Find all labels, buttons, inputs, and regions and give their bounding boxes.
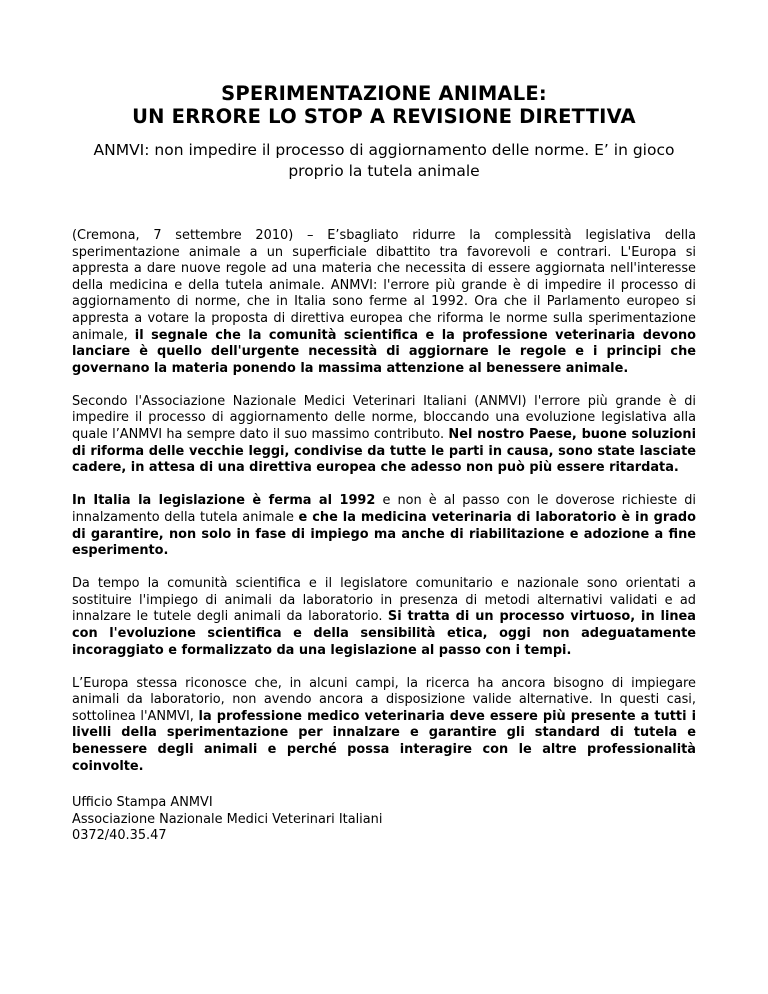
paragraph-5	[72, 676, 696, 776]
page-title	[72, 82, 696, 128]
paragraph-2-text: Secondo l'Associazione Nazionale Medici Veterinari Italiani (ANMVI) l'errore più grande è di impedire il processo di aggiornamento delle norme, bloccando una evoluzione legislativa alla quale l’ANMVI ha sempre dato il suo massimo contributo.	[72, 393, 696, 443]
paragraph-4	[72, 576, 696, 659]
paragraph-3	[72, 493, 696, 559]
paragraph-3-emphasis-lead: In Italia la legislazione è ferma al 1992	[72, 493, 376, 509]
paragraph-1-text: (Cremona, 7 settembre 2010) – E’sbagliato ridurre la complessità legislativa della sperimentazione animale a un superficiale dibattito tra favorevoli e contrari. L'Europa si appresta a dare nuove regole ad una materia che necessita di essere aggiornata nell'interesse della medicina e della tutela animale. ANMVI: l'errore più grande è di impedire il processo di aggiornamento di norme, che in Italia sono ferme al 1992. Ora che il Parlamento europeo si appresta a votare la proposta di direttiva europea che riforma le norme sulla sperimentazione animale,	[72, 228, 696, 343]
paragraph-5-emphasis: la professione medico veterinaria deve essere più presente a tutti i livelli della sperimentazione per innalzare e garantire gli standard di tutela e benessere degli animali e perché possa interagire con le altre professionalità coinvolte.	[72, 708, 696, 774]
paragraph-1	[72, 228, 696, 377]
paragraph-3-emphasis: e che la medicina veterinaria di laboratorio è in grado di garantire, non solo in fase di impiego ma anche di riabilitazione e adozione a fine esperimento.	[72, 509, 696, 559]
paragraph-2	[72, 394, 696, 477]
signature-phone: 0372/40.35.47	[72, 828, 167, 844]
signature-association: Associazione Nazionale Medici Veterinari Italiani	[72, 811, 383, 827]
paragraph-2-emphasis: Nel nostro Paese, buone soluzioni di riforma delle vecchie leggi, condivise da tutte le parti in causa, sono state lasciate cadere, in attesa di una direttiva europea che adesso non può più essere ritardata.	[72, 427, 696, 476]
signature-office: Ufficio Stampa ANMVI	[72, 795, 213, 811]
page-subtitle: ANMVI: non impedire il processo di aggiornamento delle norme. E’ in gioco proprio la tutela animale	[93, 141, 675, 180]
press-office-signature	[72, 795, 696, 845]
title-line-2: UN ERRORE LO STOP A REVISIONE DIRETTIVA	[132, 105, 636, 128]
article-body	[72, 228, 696, 845]
paragraph-4-emphasis: Si tratta di un processo virtuoso, in linea con l'evoluzione scientifica e della sensibilità etica, oggi non adeguatamente incoraggiato e formalizzato da una legislazione al passo con i tempi.	[72, 609, 696, 658]
paragraph-3-text: e non è al passo con le doverose richieste di innalzamento della tutela animale	[72, 493, 696, 525]
press-release-page	[72, 82, 696, 845]
title-line-1: SPERIMENTAZIONE ANIMALE:	[221, 82, 547, 105]
paragraph-1-emphasis: il segnale che la comunità scientifica e la professione veterinaria devono lanciare è quello dell'urgente necessità di aggiornare le regole e i principi che governano la materia ponendo la massima attenzione al benessere animale.	[72, 327, 696, 376]
paragraph-5-text: L’Europa stessa riconosce che, in alcuni campi, la ricerca ha ancora bisogno di impiegare animali da laboratorio, non avendo ancora a disposizione valide alternative. In questi casi, sottolinea l'ANMVI,	[72, 675, 696, 724]
paragraph-4-text: Da tempo la comunità scientifica e il legislatore comunitario e nazionale sono orientati a sostituire l'impiego di animali da laboratorio in presenza di metodi alternativi validati e ad innalzare le tutele degli animali da laboratorio.	[72, 576, 696, 625]
